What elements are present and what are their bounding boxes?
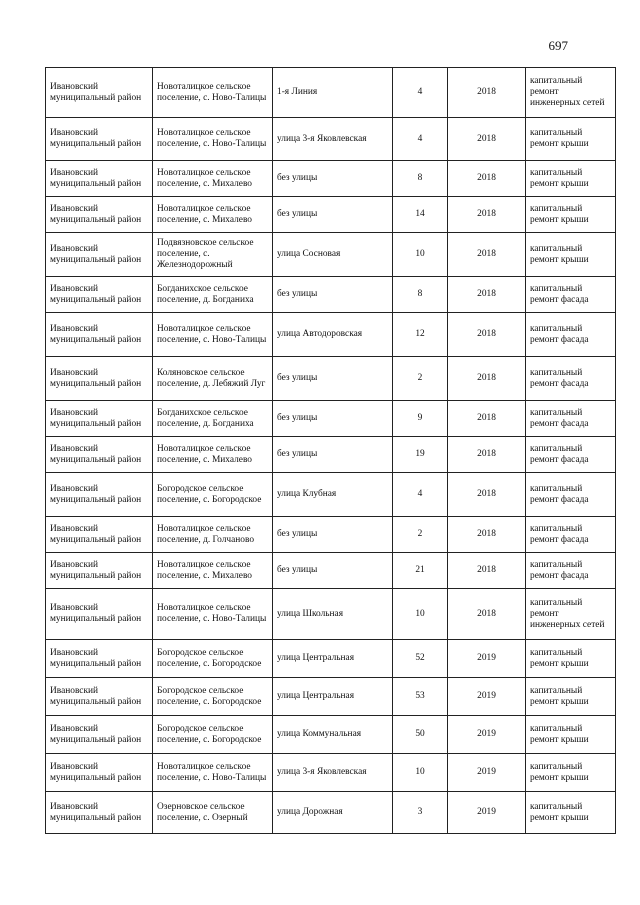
settlement-cell: Богородское сельское поселение, с. Богородское bbox=[153, 716, 273, 754]
settlement-cell: Новоталицкое сельское поселение, с. Михалево bbox=[153, 161, 273, 197]
street-cell: без улицы bbox=[273, 437, 393, 473]
house-number-cell: 21 bbox=[393, 553, 448, 589]
street-cell: без улицы bbox=[273, 277, 393, 313]
district-cell: Ивановский муниципальный район bbox=[46, 517, 153, 553]
table-row bbox=[46, 678, 616, 716]
house-number-cell: 19 bbox=[393, 437, 448, 473]
district-cell: Ивановский муниципальный район bbox=[46, 473, 153, 517]
table-row bbox=[46, 640, 616, 678]
work-type-cell: капитальный ремонт крыши bbox=[526, 233, 616, 277]
work-type-cell: капитальный ремонт крыши bbox=[526, 754, 616, 792]
street-cell: без улицы bbox=[273, 197, 393, 233]
settlement-cell: Новоталицкое сельское поселение, с. Ново-Талицы bbox=[153, 118, 273, 161]
street-cell: 1-я Линия bbox=[273, 68, 393, 118]
district-cell: Ивановский муниципальный район bbox=[46, 401, 153, 437]
settlement-cell: Коляновское сельское поселение, д. Лебяжий Луг bbox=[153, 357, 273, 401]
district-cell: Ивановский муниципальный район bbox=[46, 161, 153, 197]
street-cell: улица Дорожная bbox=[273, 792, 393, 834]
table-row bbox=[46, 233, 616, 277]
district-cell: Ивановский муниципальный район bbox=[46, 313, 153, 357]
house-number-cell: 50 bbox=[393, 716, 448, 754]
work-type-cell: капитальный ремонт крыши bbox=[526, 640, 616, 678]
district-cell: Ивановский муниципальный район bbox=[46, 792, 153, 834]
work-type-cell: капитальный ремонт фасада bbox=[526, 553, 616, 589]
year-cell: 2018 bbox=[448, 68, 526, 118]
year-cell: 2018 bbox=[448, 437, 526, 473]
year-cell: 2018 bbox=[448, 401, 526, 437]
district-cell: Ивановский муниципальный район bbox=[46, 553, 153, 589]
table-row bbox=[46, 161, 616, 197]
table-row bbox=[46, 716, 616, 754]
street-cell: улица Центральная bbox=[273, 640, 393, 678]
page-number: 697 bbox=[548, 38, 568, 53]
work-type-cell: капитальный ремонт фасада bbox=[526, 401, 616, 437]
street-cell: улица Сосновая bbox=[273, 233, 393, 277]
settlement-cell: Богородское сельское поселение, с. Богородское bbox=[153, 640, 273, 678]
work-type-cell: капитальный ремонт инженерных сетей bbox=[526, 589, 616, 640]
street-cell: без улицы bbox=[273, 517, 393, 553]
table-row bbox=[46, 401, 616, 437]
year-cell: 2018 bbox=[448, 277, 526, 313]
district-cell: Ивановский муниципальный район bbox=[46, 716, 153, 754]
work-type-cell: капитальный ремонт крыши bbox=[526, 161, 616, 197]
settlement-cell: Новоталицкое сельское поселение, с. Ново-Талицы bbox=[153, 313, 273, 357]
year-cell: 2018 bbox=[448, 313, 526, 357]
street-cell: улица Центральная bbox=[273, 678, 393, 716]
street-cell: улица Коммунальная bbox=[273, 716, 393, 754]
house-number-cell: 2 bbox=[393, 357, 448, 401]
settlement-cell: Новоталицкое сельское поселение, с. Михалево bbox=[153, 437, 273, 473]
year-cell: 2019 bbox=[448, 640, 526, 678]
house-number-cell: 3 bbox=[393, 792, 448, 834]
year-cell: 2018 bbox=[448, 517, 526, 553]
year-cell: 2018 bbox=[448, 473, 526, 517]
settlement-cell: Новоталицкое сельское поселение, с. Михалево bbox=[153, 553, 273, 589]
street-cell: улица 3-я Яковлевская bbox=[273, 754, 393, 792]
district-cell: Ивановский муниципальный район bbox=[46, 754, 153, 792]
table-body bbox=[46, 68, 616, 834]
house-number-cell: 8 bbox=[393, 277, 448, 313]
house-number-cell: 9 bbox=[393, 401, 448, 437]
year-cell: 2018 bbox=[448, 357, 526, 401]
district-cell: Ивановский муниципальный район bbox=[46, 68, 153, 118]
district-cell: Ивановский муниципальный район bbox=[46, 640, 153, 678]
year-cell: 2019 bbox=[448, 754, 526, 792]
year-cell: 2019 bbox=[448, 792, 526, 834]
year-cell: 2018 bbox=[448, 589, 526, 640]
house-number-cell: 12 bbox=[393, 313, 448, 357]
street-cell: без улицы bbox=[273, 161, 393, 197]
work-type-cell: капитальный ремонт фасада bbox=[526, 313, 616, 357]
work-type-cell: капитальный ремонт фасада bbox=[526, 473, 616, 517]
settlement-cell: Новоталицкое сельское поселение, с. Ново-Талицы bbox=[153, 589, 273, 640]
settlement-cell: Богданихское сельское поселение, д. Богданиха bbox=[153, 277, 273, 313]
district-cell: Ивановский муниципальный район bbox=[46, 233, 153, 277]
work-type-cell: капитальный ремонт фасада bbox=[526, 357, 616, 401]
year-cell: 2018 bbox=[448, 118, 526, 161]
street-cell: улица Клубная bbox=[273, 473, 393, 517]
table-row bbox=[46, 68, 616, 118]
district-cell: Ивановский муниципальный район bbox=[46, 678, 153, 716]
work-type-cell: капитальный ремонт фасада bbox=[526, 437, 616, 473]
table-row bbox=[46, 277, 616, 313]
table-row bbox=[46, 517, 616, 553]
settlement-cell: Богородское сельское поселение, с. Богородское bbox=[153, 678, 273, 716]
district-cell: Ивановский муниципальный район bbox=[46, 357, 153, 401]
table-row bbox=[46, 553, 616, 589]
work-type-cell: капитальный ремонт крыши bbox=[526, 716, 616, 754]
house-number-cell: 10 bbox=[393, 754, 448, 792]
district-cell: Ивановский муниципальный район bbox=[46, 277, 153, 313]
street-cell: улица Школьная bbox=[273, 589, 393, 640]
table-row bbox=[46, 118, 616, 161]
work-type-cell: капитальный ремонт фасада bbox=[526, 517, 616, 553]
settlement-cell: Озерновское сельское поселение, с. Озерный bbox=[153, 792, 273, 834]
house-number-cell: 10 bbox=[393, 233, 448, 277]
year-cell: 2018 bbox=[448, 197, 526, 233]
table-row bbox=[46, 473, 616, 517]
district-cell: Ивановский муниципальный район bbox=[46, 118, 153, 161]
work-type-cell: капитальный ремонт крыши bbox=[526, 792, 616, 834]
street-cell: улица Автодоровская bbox=[273, 313, 393, 357]
work-type-cell: капитальный ремонт крыши bbox=[526, 678, 616, 716]
year-cell: 2018 bbox=[448, 553, 526, 589]
street-cell: без улицы bbox=[273, 553, 393, 589]
work-type-cell: капитальный ремонт крыши bbox=[526, 118, 616, 161]
house-number-cell: 53 bbox=[393, 678, 448, 716]
house-number-cell: 10 bbox=[393, 589, 448, 640]
table-row bbox=[46, 589, 616, 640]
year-cell: 2018 bbox=[448, 233, 526, 277]
settlement-cell: Новоталицкое сельское поселение, д. Голчаново bbox=[153, 517, 273, 553]
table-row bbox=[46, 792, 616, 834]
settlement-cell: Богданихское сельское поселение, д. Богданиха bbox=[153, 401, 273, 437]
settlement-cell: Новоталицкое сельское поселение, с. Михалево bbox=[153, 197, 273, 233]
table-row bbox=[46, 197, 616, 233]
table-row bbox=[46, 437, 616, 473]
table-row bbox=[46, 313, 616, 357]
year-cell: 2019 bbox=[448, 716, 526, 754]
table-row bbox=[46, 357, 616, 401]
settlement-cell: Богородское сельское поселение, с. Богородское bbox=[153, 473, 273, 517]
settlement-cell: Новоталицкое сельское поселение, с. Ново-Талицы bbox=[153, 68, 273, 118]
house-number-cell: 4 bbox=[393, 473, 448, 517]
table-row bbox=[46, 754, 616, 792]
housing-repair-table bbox=[45, 67, 616, 834]
house-number-cell: 52 bbox=[393, 640, 448, 678]
work-type-cell: капитальный ремонт фасада bbox=[526, 277, 616, 313]
street-cell: без улицы bbox=[273, 401, 393, 437]
district-cell: Ивановский муниципальный район bbox=[46, 197, 153, 233]
settlement-cell: Новоталицкое сельское поселение, с. Ново-Талицы bbox=[153, 754, 273, 792]
district-cell: Ивановский муниципальный район bbox=[46, 589, 153, 640]
house-number-cell: 14 bbox=[393, 197, 448, 233]
house-number-cell: 4 bbox=[393, 68, 448, 118]
settlement-cell: Подвязновское сельское поселение, с. Железнодорожный bbox=[153, 233, 273, 277]
street-cell: без улицы bbox=[273, 357, 393, 401]
work-type-cell: капитальный ремонт крыши bbox=[526, 197, 616, 233]
year-cell: 2018 bbox=[448, 161, 526, 197]
house-number-cell: 4 bbox=[393, 118, 448, 161]
house-number-cell: 2 bbox=[393, 517, 448, 553]
street-cell: улица 3-я Яковлевская bbox=[273, 118, 393, 161]
year-cell: 2019 bbox=[448, 678, 526, 716]
house-number-cell: 8 bbox=[393, 161, 448, 197]
work-type-cell: капитальный ремонт инженерных сетей bbox=[526, 68, 616, 118]
district-cell: Ивановский муниципальный район bbox=[46, 437, 153, 473]
